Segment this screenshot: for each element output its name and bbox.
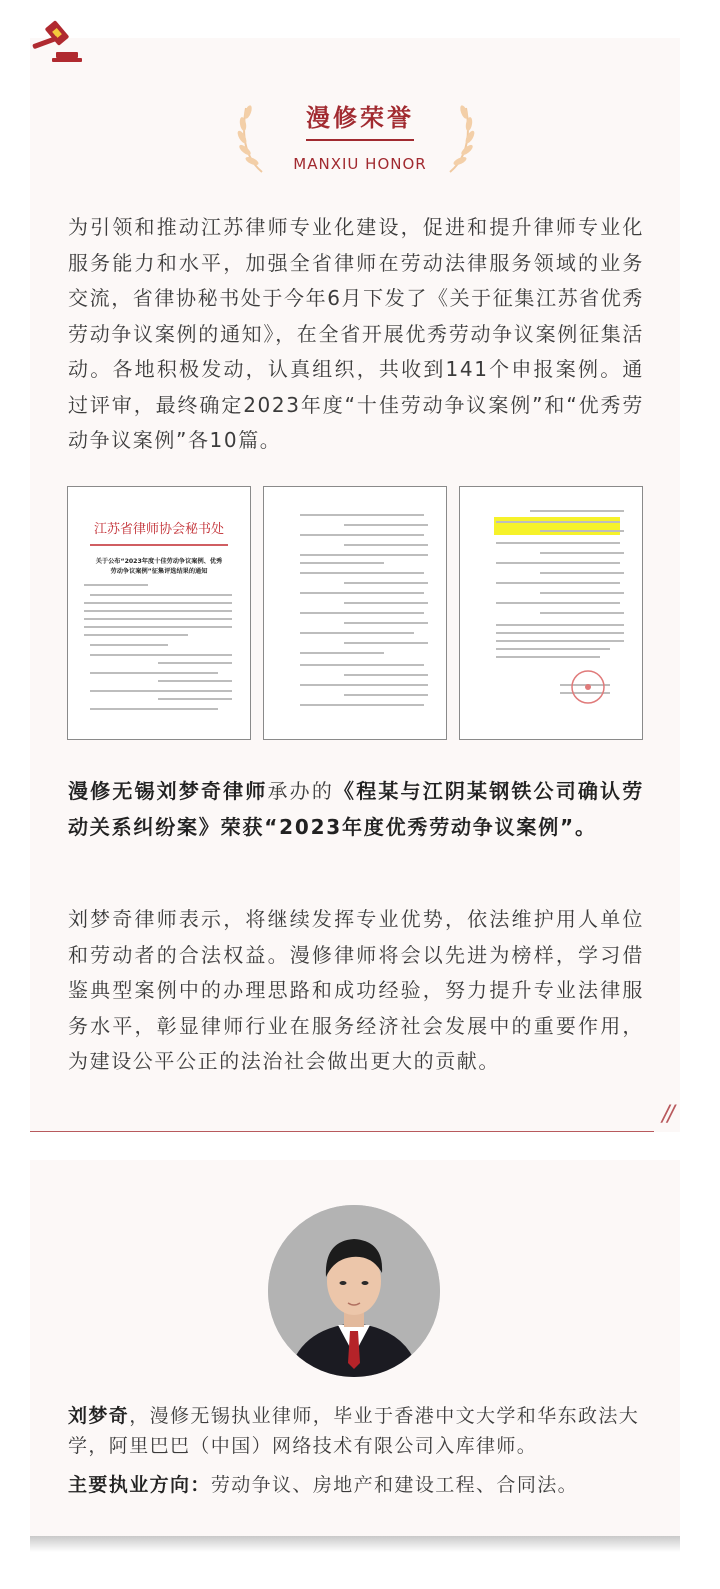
intro-paragraph: 为引领和推动江苏律师专业化建设，促进和提升律师专业化服务能力和水平，加强全省律师在劳动法律服务领域的业务交流，省律协秘书处于今年6月下发了《关于征集江苏省优秀劳动争议案例的通知》，在全省开展优秀劳动争议案例征集活动。各地积极发动，认真组织，共收到141个申报案例。通过评审，最终确定2023年度“十佳劳动争议案例”和“优秀劳动争议案例”各10篇。	[68, 215, 644, 452]
document-page-1	[67, 486, 251, 740]
title-en: MANXIU HONOR	[293, 155, 427, 173]
profile-bio-text: ，漫修无锡执业律师，毕业于香港中文大学和华东政法大学，阿里巴巴（中国）网络技术有限公司入库律师。	[68, 1405, 640, 1457]
document-images	[67, 486, 645, 740]
statement-paragraph: 刘梦奇律师表示，将继续发挥专业优势，依法维护用人单位和劳动者的合法权益。漫修律师将会以先进为榜样，学习借鉴典型案例中的办理思路和成功经验，努力提升专业法律服务水平，彰显律师行业在服务经济社会发展中的重要作用，为建设公平公正的法治社会做出更大的贡献。	[68, 907, 644, 1073]
profile-card-shadow	[30, 1536, 680, 1552]
section-title	[0, 98, 720, 173]
divider-line	[30, 1131, 654, 1132]
gavel-icon	[30, 18, 86, 64]
document-page-3	[459, 486, 643, 740]
divider-mark: //	[662, 1102, 673, 1127]
profile-bio	[68, 1401, 648, 1461]
avatar	[268, 1205, 440, 1377]
profile-focus-label: 主要执业方向：	[68, 1474, 211, 1496]
honor-case: 《程某与江阴某钢铁公司确认劳动关系纠纷案》荣获“2023年度优秀劳动争议案例”。	[68, 779, 645, 839]
doc-org: 江苏省律师协会秘书处	[93, 522, 225, 537]
title-cn: 漫修荣誉	[306, 98, 414, 141]
profile-focus-text: 劳动争议、房地产和建设工程、合同法。	[210, 1474, 579, 1496]
profile-name: 刘梦奇	[68, 1405, 130, 1427]
profile-focus	[68, 1470, 648, 1500]
doc-heading-1: 关于公布“2023年度十佳劳动争议案例、优秀	[95, 558, 223, 565]
honor-lawyer: 漫修无锡刘梦奇律师	[68, 779, 268, 803]
document-page-2	[263, 486, 447, 740]
doc-heading-2: 劳动争议案例”征集评选结果的通知	[110, 568, 208, 575]
honor-paragraph	[68, 774, 644, 845]
honor-verb: 承办的	[267, 779, 335, 803]
